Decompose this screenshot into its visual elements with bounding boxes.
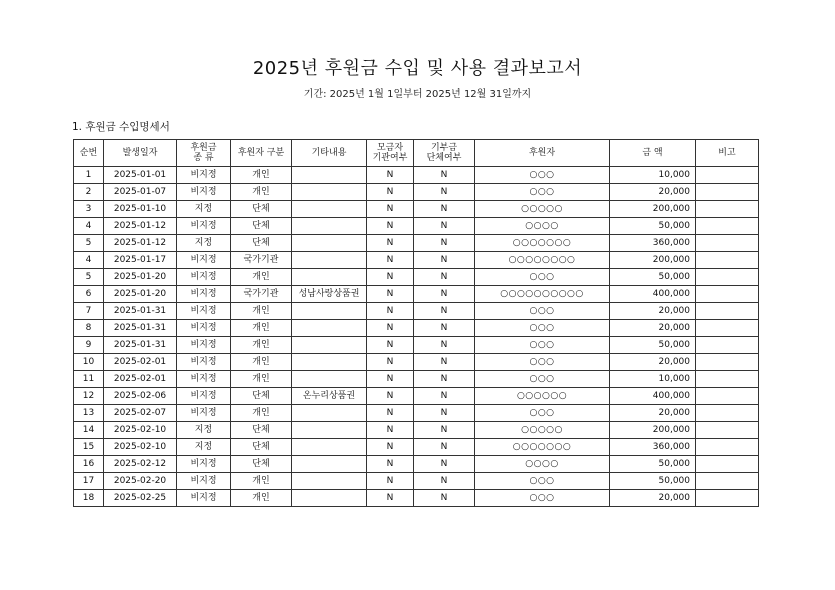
table-row: [74, 320, 759, 337]
cell-donation-org: N: [414, 167, 475, 184]
cell-other-details: [292, 354, 367, 371]
cell-remarks: [696, 201, 759, 218]
cell-seq: 2: [74, 184, 104, 201]
cell-seq: 17: [74, 473, 104, 490]
cell-amount: 360,000: [610, 235, 696, 252]
cell-date: 2025-01-01: [104, 167, 177, 184]
cell-donation-org: N: [414, 439, 475, 456]
cell-remarks: [696, 218, 759, 235]
cell-other-details: [292, 269, 367, 286]
header-fundraiser-org: 모금자 기관여부: [367, 140, 414, 167]
cell-donation-org: N: [414, 252, 475, 269]
cell-remarks: [696, 456, 759, 473]
table-row: [74, 218, 759, 235]
table-row: [74, 184, 759, 201]
cell-date: 2025-02-10: [104, 422, 177, 439]
table-row: [74, 354, 759, 371]
cell-date: 2025-01-20: [104, 286, 177, 303]
cell-donor-category: 개인: [231, 405, 292, 422]
cell-donor-category: 단체: [231, 201, 292, 218]
cell-remarks: [696, 422, 759, 439]
cell-other-details: [292, 337, 367, 354]
cell-donation-type: 비지정: [177, 490, 231, 507]
cell-fundraiser-org: N: [367, 354, 414, 371]
cell-donor-category: 단체: [231, 235, 292, 252]
cell-fundraiser-org: N: [367, 320, 414, 337]
cell-amount: 50,000: [610, 456, 696, 473]
cell-donation-type: 비지정: [177, 286, 231, 303]
cell-seq: 11: [74, 371, 104, 388]
table-row: [74, 286, 759, 303]
table-row: [74, 422, 759, 439]
cell-fundraiser-org: N: [367, 490, 414, 507]
cell-donation-org: N: [414, 201, 475, 218]
cell-remarks: [696, 269, 759, 286]
cell-donor-category: 단체: [231, 456, 292, 473]
section-title: 1. 후원금 수입명세서: [72, 121, 170, 133]
cell-other-details: [292, 320, 367, 337]
cell-donor-category: 개인: [231, 269, 292, 286]
cell-seq: 12: [74, 388, 104, 405]
cell-donation-org: N: [414, 337, 475, 354]
cell-donor-category: 단체: [231, 422, 292, 439]
cell-donor: ○○○○○○○○: [475, 252, 610, 269]
table-row: [74, 439, 759, 456]
cell-amount: 20,000: [610, 184, 696, 201]
cell-donation-org: N: [414, 422, 475, 439]
cell-fundraiser-org: N: [367, 167, 414, 184]
cell-remarks: [696, 405, 759, 422]
cell-amount: 50,000: [610, 473, 696, 490]
cell-date: 2025-02-01: [104, 354, 177, 371]
header-remarks: 비고: [696, 140, 759, 167]
cell-donation-org: N: [414, 269, 475, 286]
cell-other-details: [292, 456, 367, 473]
table-row: [74, 201, 759, 218]
table-row: [74, 303, 759, 320]
cell-fundraiser-org: N: [367, 405, 414, 422]
cell-remarks: [696, 235, 759, 252]
cell-amount: 200,000: [610, 201, 696, 218]
cell-amount: 20,000: [610, 303, 696, 320]
cell-seq: 3: [74, 201, 104, 218]
cell-donor: ○○○: [475, 184, 610, 201]
cell-donor: ○○○○○: [475, 201, 610, 218]
cell-donation-org: N: [414, 490, 475, 507]
table-row: [74, 235, 759, 252]
cell-donation-type: 비지정: [177, 184, 231, 201]
cell-amount: 200,000: [610, 422, 696, 439]
cell-amount: 20,000: [610, 320, 696, 337]
cell-donation-type: 지정: [177, 439, 231, 456]
cell-donor-category: 개인: [231, 354, 292, 371]
cell-donation-type: 비지정: [177, 405, 231, 422]
table-row: [74, 388, 759, 405]
cell-remarks: [696, 388, 759, 405]
cell-donor: ○○○○: [475, 456, 610, 473]
cell-fundraiser-org: N: [367, 218, 414, 235]
cell-donor-category: 개인: [231, 371, 292, 388]
cell-donor: ○○○: [475, 354, 610, 371]
cell-amount: 20,000: [610, 354, 696, 371]
cell-donor: ○○○○: [475, 218, 610, 235]
cell-remarks: [696, 320, 759, 337]
cell-date: 2025-01-07: [104, 184, 177, 201]
cell-donation-org: N: [414, 320, 475, 337]
cell-fundraiser-org: N: [367, 456, 414, 473]
cell-donor-category: 개인: [231, 303, 292, 320]
cell-donor: ○○○: [475, 405, 610, 422]
cell-other-details: 성남사랑상품권: [292, 286, 367, 303]
cell-donor: ○○○: [475, 320, 610, 337]
cell-amount: 10,000: [610, 371, 696, 388]
cell-fundraiser-org: N: [367, 252, 414, 269]
cell-donor-category: 개인: [231, 337, 292, 354]
table-header-row: [74, 140, 759, 167]
cell-donation-org: N: [414, 388, 475, 405]
cell-date: 2025-01-12: [104, 218, 177, 235]
cell-seq: 7: [74, 303, 104, 320]
header-donor: 후원자: [475, 140, 610, 167]
cell-date: 2025-02-06: [104, 388, 177, 405]
cell-donor: ○○○: [475, 337, 610, 354]
cell-donor-category: 단체: [231, 218, 292, 235]
cell-remarks: [696, 371, 759, 388]
cell-donor-category: 단체: [231, 388, 292, 405]
cell-other-details: [292, 405, 367, 422]
cell-amount: 50,000: [610, 337, 696, 354]
report-title: 2025년 후원금 수입 및 사용 결과보고서: [252, 58, 583, 79]
cell-date: 2025-01-12: [104, 235, 177, 252]
cell-seq: 5: [74, 269, 104, 286]
cell-remarks: [696, 167, 759, 184]
cell-donor: ○○○○○○: [475, 388, 610, 405]
cell-donor-category: 개인: [231, 473, 292, 490]
cell-fundraiser-org: N: [367, 473, 414, 490]
cell-donation-type: 비지정: [177, 354, 231, 371]
cell-donor: ○○○○○○○○○○: [475, 286, 610, 303]
cell-date: 2025-02-25: [104, 490, 177, 507]
cell-other-details: [292, 218, 367, 235]
header-donation-org: 기부금 단체여부: [414, 140, 475, 167]
cell-donor: ○○○: [475, 303, 610, 320]
cell-other-details: [292, 490, 367, 507]
cell-fundraiser-org: N: [367, 337, 414, 354]
cell-other-details: [292, 303, 367, 320]
cell-donation-type: 비지정: [177, 337, 231, 354]
cell-donor: ○○○: [475, 167, 610, 184]
cell-remarks: [696, 354, 759, 371]
cell-donation-type: 비지정: [177, 320, 231, 337]
cell-fundraiser-org: N: [367, 439, 414, 456]
cell-other-details: 온누리상품권: [292, 388, 367, 405]
cell-donation-type: 비지정: [177, 303, 231, 320]
cell-donation-org: N: [414, 473, 475, 490]
cell-other-details: [292, 252, 367, 269]
table-row: [74, 337, 759, 354]
cell-seq: 18: [74, 490, 104, 507]
cell-remarks: [696, 337, 759, 354]
cell-other-details: [292, 371, 367, 388]
cell-other-details: [292, 184, 367, 201]
cell-fundraiser-org: N: [367, 235, 414, 252]
cell-other-details: [292, 473, 367, 490]
cell-amount: 400,000: [610, 388, 696, 405]
cell-donation-org: N: [414, 371, 475, 388]
header-amount: 금 액: [610, 140, 696, 167]
cell-donor: ○○○○○: [475, 422, 610, 439]
cell-donation-org: N: [414, 303, 475, 320]
cell-date: 2025-01-31: [104, 303, 177, 320]
cell-donation-org: N: [414, 235, 475, 252]
table-row: [74, 490, 759, 507]
cell-fundraiser-org: N: [367, 286, 414, 303]
cell-seq: 6: [74, 286, 104, 303]
cell-amount: 20,000: [610, 490, 696, 507]
cell-fundraiser-org: N: [367, 388, 414, 405]
cell-donor-category: 단체: [231, 439, 292, 456]
cell-donation-type: 비지정: [177, 473, 231, 490]
cell-seq: 14: [74, 422, 104, 439]
cell-remarks: [696, 490, 759, 507]
cell-amount: 200,000: [610, 252, 696, 269]
cell-other-details: [292, 439, 367, 456]
cell-donor-category: 국가기관: [231, 286, 292, 303]
cell-donor-category: 개인: [231, 490, 292, 507]
cell-seq: 15: [74, 439, 104, 456]
cell-fundraiser-org: N: [367, 371, 414, 388]
cell-date: 2025-01-20: [104, 269, 177, 286]
cell-amount: 360,000: [610, 439, 696, 456]
cell-donation-type: 지정: [177, 422, 231, 439]
header-date: 발생일자: [104, 140, 177, 167]
cell-donor-category: 개인: [231, 320, 292, 337]
table-row: [74, 473, 759, 490]
cell-seq: 9: [74, 337, 104, 354]
cell-date: 2025-02-07: [104, 405, 177, 422]
donation-income-table: [73, 139, 759, 507]
cell-remarks: [696, 439, 759, 456]
table-row: [74, 405, 759, 422]
cell-seq: 10: [74, 354, 104, 371]
cell-donation-type: 지정: [177, 201, 231, 218]
table-row: [74, 167, 759, 184]
cell-other-details: [292, 422, 367, 439]
table-row: [74, 456, 759, 473]
cell-fundraiser-org: N: [367, 303, 414, 320]
cell-remarks: [696, 286, 759, 303]
cell-donor: ○○○: [475, 269, 610, 286]
cell-date: 2025-01-31: [104, 320, 177, 337]
cell-donation-org: N: [414, 354, 475, 371]
header-seq: 순번: [74, 140, 104, 167]
cell-seq: 8: [74, 320, 104, 337]
cell-date: 2025-02-01: [104, 371, 177, 388]
table-row: [74, 252, 759, 269]
cell-donation-type: 비지정: [177, 218, 231, 235]
cell-seq: 4: [74, 218, 104, 235]
cell-remarks: [696, 252, 759, 269]
cell-donation-type: 비지정: [177, 252, 231, 269]
cell-amount: 50,000: [610, 218, 696, 235]
cell-date: 2025-02-12: [104, 456, 177, 473]
cell-donation-type: 비지정: [177, 456, 231, 473]
cell-donation-type: 비지정: [177, 167, 231, 184]
cell-date: 2025-01-31: [104, 337, 177, 354]
cell-date: 2025-01-17: [104, 252, 177, 269]
table-row: [74, 371, 759, 388]
cell-fundraiser-org: N: [367, 269, 414, 286]
cell-fundraiser-org: N: [367, 184, 414, 201]
cell-seq: 16: [74, 456, 104, 473]
cell-seq: 13: [74, 405, 104, 422]
cell-donor-category: 개인: [231, 167, 292, 184]
cell-amount: 20,000: [610, 405, 696, 422]
cell-donor: ○○○: [475, 490, 610, 507]
cell-amount: 400,000: [610, 286, 696, 303]
table-row: [74, 269, 759, 286]
header-donation-type: 후원금 종 류: [177, 140, 231, 167]
cell-fundraiser-org: N: [367, 201, 414, 218]
cell-donation-org: N: [414, 286, 475, 303]
cell-fundraiser-org: N: [367, 422, 414, 439]
cell-donation-type: 비지정: [177, 371, 231, 388]
cell-donation-org: N: [414, 405, 475, 422]
cell-other-details: [292, 235, 367, 252]
cell-donation-org: N: [414, 184, 475, 201]
cell-date: 2025-01-10: [104, 201, 177, 218]
cell-seq: 4: [74, 252, 104, 269]
header-other-details: 기타내용: [292, 140, 367, 167]
cell-donation-org: N: [414, 456, 475, 473]
cell-remarks: [696, 184, 759, 201]
cell-donation-type: 지정: [177, 235, 231, 252]
cell-seq: 1: [74, 167, 104, 184]
cell-donor-category: 국가기관: [231, 252, 292, 269]
cell-remarks: [696, 473, 759, 490]
cell-donation-org: N: [414, 218, 475, 235]
cell-amount: 10,000: [610, 167, 696, 184]
cell-donation-type: 비지정: [177, 269, 231, 286]
cell-donation-type: 비지정: [177, 388, 231, 405]
cell-donor: ○○○: [475, 371, 610, 388]
cell-donor: ○○○○○○○: [475, 235, 610, 252]
cell-donor-category: 개인: [231, 184, 292, 201]
cell-date: 2025-02-20: [104, 473, 177, 490]
header-donor-category: 후원자 구분: [231, 140, 292, 167]
cell-date: 2025-02-10: [104, 439, 177, 456]
cell-other-details: [292, 201, 367, 218]
cell-donor: ○○○: [475, 473, 610, 490]
cell-amount: 50,000: [610, 269, 696, 286]
report-period: 기간: 2025년 1월 1일부터 2025년 12월 31일까지: [303, 89, 532, 100]
cell-other-details: [292, 167, 367, 184]
cell-seq: 5: [74, 235, 104, 252]
table-body: [74, 167, 759, 507]
cell-remarks: [696, 303, 759, 320]
cell-donor: ○○○○○○○: [475, 439, 610, 456]
